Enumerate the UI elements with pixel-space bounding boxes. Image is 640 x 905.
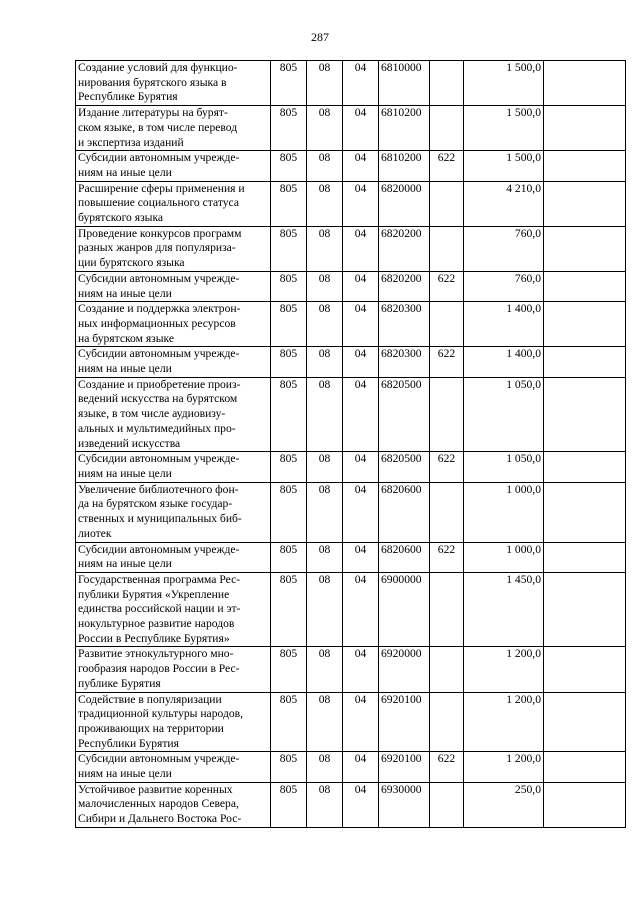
subsection-code-cell: 04 — [343, 271, 379, 301]
target-article-cell: 6920100 — [379, 752, 430, 782]
subsection-code-cell: 04 — [343, 782, 379, 827]
row-name-cell — [76, 377, 271, 452]
amount-cell: 1 400,0 — [464, 302, 544, 347]
empty-cell — [544, 752, 626, 782]
subsection-code-cell: 04 — [343, 181, 379, 226]
amount-cell: 760,0 — [464, 271, 544, 301]
row-name-cell — [76, 302, 271, 347]
target-article-cell: 6810200 — [379, 106, 430, 151]
row-name-text: Субсидии автономным учрежде- ниям на иные цели — [78, 151, 240, 179]
table-row — [76, 61, 626, 106]
ministry-code-cell: 805 — [271, 181, 307, 226]
ministry-code-cell: 805 — [271, 647, 307, 692]
subsection-code-cell: 04 — [343, 647, 379, 692]
row-name-text: Увеличение библиотечного фон- да на бурятском языке государ- ственных и муниципальных биб- лиотек — [78, 482, 242, 540]
row-name-text: Субсидии автономным учрежде- ниям на иные цели — [78, 452, 240, 480]
table-row — [76, 542, 626, 572]
row-name-cell — [76, 106, 271, 151]
amount-cell: 1 050,0 — [464, 377, 544, 452]
amount-cell: 1 500,0 — [464, 61, 544, 106]
amount-cell: 1 000,0 — [464, 542, 544, 572]
empty-cell — [544, 347, 626, 377]
amount-cell: 1 450,0 — [464, 572, 544, 647]
ministry-code-cell: 805 — [271, 347, 307, 377]
target-article-cell: 6820300 — [379, 302, 430, 347]
table-row — [76, 181, 626, 226]
section-code-cell: 08 — [307, 542, 343, 572]
expense-type-cell: 622 — [430, 452, 464, 482]
amount-cell: 1 200,0 — [464, 752, 544, 782]
row-name-cell — [76, 226, 271, 271]
target-article-cell: 6810200 — [379, 151, 430, 181]
section-code-cell: 08 — [307, 271, 343, 301]
subsection-code-cell: 04 — [343, 482, 379, 542]
subsection-code-cell: 04 — [343, 572, 379, 647]
row-name-text: Субсидии автономным учрежде- ниям на иные цели — [78, 347, 240, 376]
empty-cell — [544, 647, 626, 692]
page-number: 287 — [311, 30, 329, 44]
ministry-code-cell: 805 — [271, 482, 307, 542]
row-name-text: Устойчивое развитие коренных малочисленных народов Севера, Сибири и Дальнего Востока Рос- — [78, 782, 242, 826]
amount-cell: 760,0 — [464, 226, 544, 271]
amount-cell: 1 000,0 — [464, 482, 544, 542]
empty-cell — [544, 452, 626, 482]
expense-type-cell — [430, 106, 464, 151]
expense-type-cell — [430, 181, 464, 226]
ministry-code-cell: 805 — [271, 377, 307, 452]
empty-cell — [544, 271, 626, 301]
table-row — [76, 347, 626, 377]
empty-cell — [544, 572, 626, 647]
budget-table — [75, 60, 626, 828]
ministry-code-cell: 805 — [271, 542, 307, 572]
expense-type-cell: 622 — [430, 752, 464, 782]
section-code-cell: 08 — [307, 572, 343, 647]
table-row — [76, 647, 626, 692]
ministry-code-cell: 805 — [271, 271, 307, 301]
row-name-text: Проведение конкурсов программ разных жанров для популяриза- ции бурятского языка — [78, 226, 242, 270]
empty-cell — [544, 377, 626, 452]
empty-cell — [544, 61, 626, 106]
table-row — [76, 752, 626, 782]
row-name-text: Развитие этнокультурного мно- гообразия народов России в Рес- публике Бурятия — [78, 647, 240, 690]
row-name-cell — [76, 572, 271, 647]
row-name-cell — [76, 482, 271, 542]
section-code-cell: 08 — [307, 782, 343, 827]
row-name-cell — [76, 151, 271, 181]
section-code-cell: 08 — [307, 226, 343, 271]
expense-type-cell — [430, 647, 464, 692]
section-code-cell: 08 — [307, 151, 343, 181]
section-code-cell: 08 — [307, 692, 343, 752]
expense-type-cell — [430, 692, 464, 752]
table-row — [76, 226, 626, 271]
amount-cell: 250,0 — [464, 782, 544, 827]
section-code-cell: 08 — [307, 452, 343, 482]
row-name-cell — [76, 181, 271, 226]
ministry-code-cell: 805 — [271, 452, 307, 482]
amount-cell: 4 210,0 — [464, 181, 544, 226]
row-name-cell — [76, 347, 271, 377]
amount-cell: 1 050,0 — [464, 452, 544, 482]
amount-cell: 1 500,0 — [464, 151, 544, 181]
row-name-text: Создание и поддержка электрон- ных информационных ресурсов на бурятском языке — [78, 302, 241, 345]
ministry-code-cell: 805 — [271, 151, 307, 181]
expense-type-cell — [430, 61, 464, 106]
table-row — [76, 452, 626, 482]
target-article-cell: 6820500 — [379, 452, 430, 482]
target-article-cell: 6920100 — [379, 692, 430, 752]
target-article-cell: 6810000 — [379, 61, 430, 106]
row-name-text: Государственная программа Рес- публики Бурятия «Укрепление единства российской нации и эт- нокультурное развитие народов России в Республике Бурятия» — [78, 572, 241, 645]
expense-type-cell: 622 — [430, 151, 464, 181]
row-name-text: Субсидии автономным учрежде- ниям на иные цели — [78, 752, 240, 781]
section-code-cell: 08 — [307, 302, 343, 347]
table-row — [76, 782, 626, 827]
empty-cell — [544, 106, 626, 151]
amount-cell: 1 200,0 — [464, 647, 544, 692]
expense-type-cell: 622 — [430, 542, 464, 572]
ministry-code-cell: 805 — [271, 692, 307, 752]
target-article-cell: 6820000 — [379, 181, 430, 226]
row-name-cell — [76, 752, 271, 782]
subsection-code-cell: 04 — [343, 347, 379, 377]
ministry-code-cell: 805 — [271, 302, 307, 347]
row-name-text: Субсидии автономным учрежде- ниям на иные цели — [78, 271, 240, 300]
subsection-code-cell: 04 — [343, 452, 379, 482]
subsection-code-cell: 04 — [343, 542, 379, 572]
empty-cell — [544, 151, 626, 181]
row-name-cell — [76, 452, 271, 482]
ministry-code-cell: 805 — [271, 226, 307, 271]
budget-table-body — [76, 61, 626, 828]
ministry-code-cell: 805 — [271, 106, 307, 151]
target-article-cell: 6930000 — [379, 782, 430, 827]
subsection-code-cell: 04 — [343, 752, 379, 782]
row-name-cell — [76, 647, 271, 692]
target-article-cell: 6920000 — [379, 647, 430, 692]
table-row — [76, 151, 626, 181]
subsection-code-cell: 04 — [343, 302, 379, 347]
expense-type-cell — [430, 302, 464, 347]
empty-cell — [544, 692, 626, 752]
row-name-text: Содействие в популяризации традиционной культуры народов, проживающих на территории Республики Бурятия — [78, 692, 244, 750]
empty-cell — [544, 782, 626, 827]
subsection-code-cell: 04 — [343, 61, 379, 106]
table-row — [76, 572, 626, 647]
target-article-cell: 6820200 — [379, 226, 430, 271]
amount-cell: 1 500,0 — [464, 106, 544, 151]
subsection-code-cell: 04 — [343, 106, 379, 151]
target-article-cell: 6820600 — [379, 542, 430, 572]
subsection-code-cell: 04 — [343, 377, 379, 452]
row-name-cell — [76, 61, 271, 106]
ministry-code-cell: 805 — [271, 61, 307, 106]
expense-type-cell: 622 — [430, 347, 464, 377]
empty-cell — [544, 226, 626, 271]
target-article-cell: 6820200 — [379, 271, 430, 301]
row-name-text: Создание и приобретение произ- ведений искусства на бурятском языке, в том числе аудиовизу- альных и мультимедийных про- изведений искусства — [78, 377, 241, 450]
expense-type-cell — [430, 482, 464, 542]
expense-type-cell — [430, 226, 464, 271]
row-name-cell — [76, 542, 271, 572]
row-name-text: Создание условий для функцио- нирования бурятского языка в Республике Бурятия — [78, 61, 238, 104]
row-name-cell — [76, 692, 271, 752]
empty-cell — [544, 181, 626, 226]
subsection-code-cell: 04 — [343, 226, 379, 271]
empty-cell — [544, 302, 626, 347]
expense-type-cell: 622 — [430, 271, 464, 301]
section-code-cell: 08 — [307, 482, 343, 542]
subsection-code-cell: 04 — [343, 692, 379, 752]
section-code-cell: 08 — [307, 647, 343, 692]
target-article-cell: 6900000 — [379, 572, 430, 647]
empty-cell — [544, 482, 626, 542]
ministry-code-cell: 805 — [271, 752, 307, 782]
expense-type-cell — [430, 572, 464, 647]
expense-type-cell — [430, 782, 464, 827]
table-row — [76, 692, 626, 752]
target-article-cell: 6820500 — [379, 377, 430, 452]
row-name-text: Расширение сферы применения и повышение социального статуса бурятского языка — [78, 181, 245, 225]
row-name-text: Издание литературы на бурят- ском языке, в том числе перевод и экспертиза изданий — [78, 106, 238, 149]
amount-cell: 1 200,0 — [464, 692, 544, 752]
row-name-text: Субсидии автономным учрежде- ниям на иные цели — [78, 542, 240, 571]
row-name-cell — [76, 782, 271, 827]
expense-type-cell — [430, 377, 464, 452]
target-article-cell: 6820300 — [379, 347, 430, 377]
table-row — [76, 482, 626, 542]
table-row — [76, 271, 626, 301]
section-code-cell: 08 — [307, 181, 343, 226]
table-row — [76, 302, 626, 347]
subsection-code-cell: 04 — [343, 151, 379, 181]
section-code-cell: 08 — [307, 347, 343, 377]
section-code-cell: 08 — [307, 106, 343, 151]
section-code-cell: 08 — [307, 377, 343, 452]
amount-cell: 1 400,0 — [464, 347, 544, 377]
ministry-code-cell: 805 — [271, 782, 307, 827]
ministry-code-cell: 805 — [271, 572, 307, 647]
table-row — [76, 106, 626, 151]
table-row — [76, 377, 626, 452]
section-code-cell: 08 — [307, 61, 343, 106]
row-name-cell — [76, 271, 271, 301]
section-code-cell: 08 — [307, 752, 343, 782]
target-article-cell: 6820600 — [379, 482, 430, 542]
empty-cell — [544, 542, 626, 572]
